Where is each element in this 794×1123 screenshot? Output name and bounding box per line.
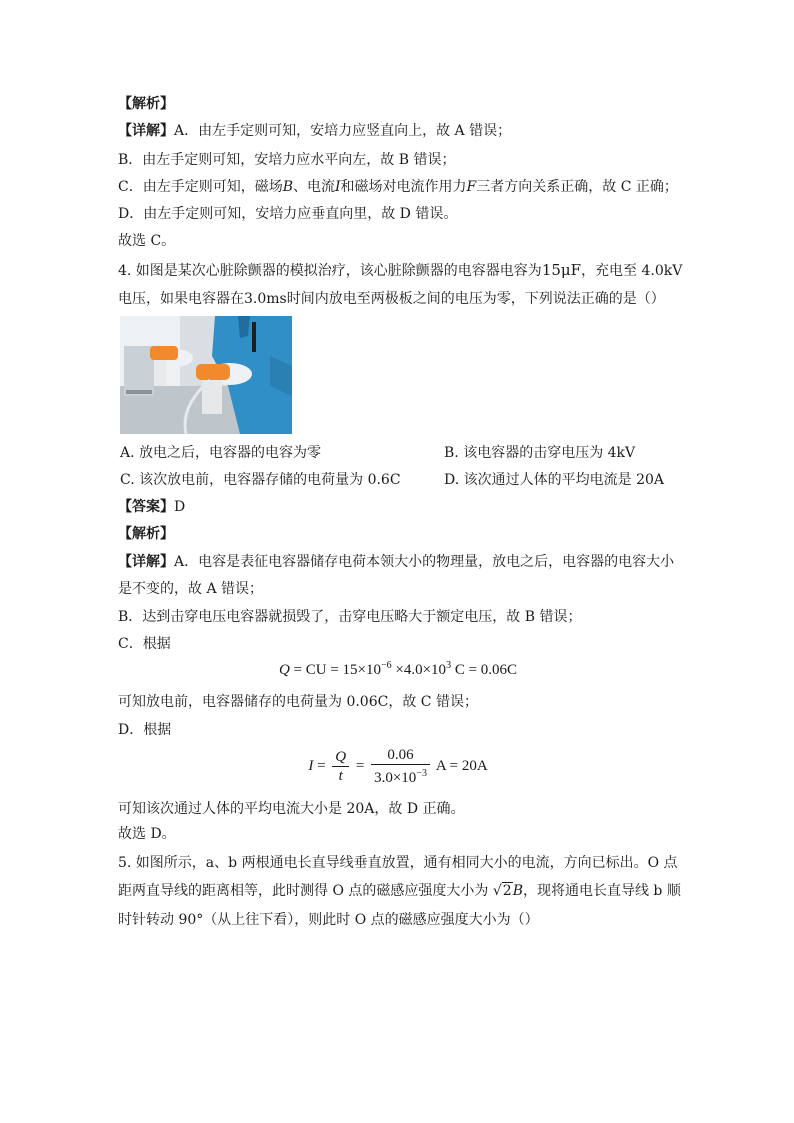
q4-stem-text-2: ，充电至 4.0kV [581, 263, 683, 279]
equation-charge [118, 660, 678, 679]
q4-detail-d: D．根据 [118, 722, 172, 738]
frac1-den: t [338, 768, 343, 784]
q4-detail-c: C．根据 [118, 636, 171, 652]
q5-stem-line-2 [118, 881, 681, 901]
q4-c-conclusion: 可知放电前，电容器储存的电荷量为 0.06C，故 C 错误； [118, 694, 478, 710]
q3-detail-b: B．由左手定则可知，安培力应水平向左，故 B 错误； [118, 152, 456, 168]
option-a[interactable]: A. 放电之后，电容器的电容为零 [120, 445, 322, 461]
time-value: 3.0ms [244, 291, 287, 307]
eq1-lhs: Q [278, 662, 290, 678]
frac2-num: 0.06 [371, 746, 430, 765]
q4-d-conclusion: 可知该次通过人体的平均电流大小是 20A，故 D 正确。 [118, 801, 465, 817]
q3-detail-a [118, 121, 678, 141]
symbol-b: B [512, 883, 523, 899]
frac2-den [371, 765, 430, 787]
q4-stem-text-1: 4. 如图是某次心脏除颤器的模拟治疗，该心脏除颤器的电容器电容为 [118, 263, 542, 279]
defibrillator-photo [120, 316, 292, 434]
q4-stem-text-3: 电压，如果电容器在 [118, 291, 244, 307]
eq1-exp2: 3 [446, 660, 452, 671]
equation-current: I = $\frac{Q}{t}$ = $\frac{0.06}{3.0\times 10^{-3}}$ A = 20A [308, 747, 488, 786]
eq1-exp1: −6 [381, 660, 392, 671]
frac2-den-base: 3.0×10 [374, 770, 417, 786]
symbol-i: I [335, 179, 341, 195]
q4-detail-a-text: A．电容是表征电容器储存电荷本领大小的物理量，放电之后，电容器的电容大小 [174, 554, 675, 570]
q3-conclusion: 故选 C。 [118, 233, 176, 249]
q4-stem-line-2 [118, 289, 678, 309]
q4-stem-text-4: 时间内放电至两极板之间的电压为零，下列说法正确的是（） [286, 291, 665, 307]
q4-detail-a-line-2: 是不变的，故 A 错误； [118, 581, 264, 597]
q4-final-answer: 故选 D。 [118, 826, 176, 842]
symbol-b: B [282, 179, 294, 195]
frac2-den-exp: −3 [416, 768, 427, 779]
q3-c-text-4: 三者方向关系正确，故 C 正确； [476, 179, 678, 195]
capacitance-value: 15μF [541, 261, 582, 279]
sqrt-expression: √2B [492, 883, 523, 899]
eq1-mid: = CU = 15×10 [289, 662, 381, 678]
q4-answer [118, 497, 678, 517]
frac1-num: Q [332, 748, 349, 767]
eq1-rhs: C = 0.06C [451, 662, 518, 678]
q4-analysis-heading: 【解析】 [118, 526, 174, 542]
q4-stem-line-1 [118, 260, 683, 281]
option-d[interactable]: D. 该次通过人体的平均电流是 20A [444, 472, 665, 488]
symbol-f: F [466, 179, 477, 195]
q3-analysis-heading: 【解析】 [118, 96, 174, 112]
detail-tag: 【详解】 [118, 554, 174, 570]
q5-stem-line-3: 时针转动 90°（从上往下看），则此时 O 点的磁感应强度大小为（） [118, 912, 539, 928]
eq2-rhs: A = 20A [432, 757, 488, 774]
eq2-lhs: I [308, 757, 314, 774]
answer-value: D [174, 499, 186, 515]
option-c[interactable]: C. 该次放电前，电容器存储的电荷量为 0.6C [120, 472, 401, 488]
defibrillator-illustration [120, 316, 292, 434]
q3-detail-c [118, 177, 678, 197]
q5-stem-text-2: ，现将通电长直导线 b 顺 [522, 883, 681, 899]
fraction-values [371, 746, 430, 787]
fraction-q-over-t [332, 748, 349, 785]
q4-detail-a-line-1 [118, 552, 678, 572]
q3-c-text-2: 、电流 [293, 179, 336, 195]
q3-detail-a-text: A．由左手定则可知，安培力应竖直向上，故 A 错误； [174, 123, 512, 139]
q3-detail-d: D．由左手定则可知，安培力应垂直向里，故 D 错误。 [118, 206, 458, 222]
eq1-mid2: ×4.0×10 [391, 662, 447, 678]
q3-c-text-1: C．由左手定则可知，磁场 [118, 179, 283, 195]
sqrt-radicand: 2 [502, 883, 512, 899]
q5-stem-line-1: 5. 如图所示，a、b 两根通电长直导线垂直放置，通有相同大小的电流，方向已标出。O 点 [118, 855, 678, 871]
option-b[interactable]: B. 该电容器的击穿电压为 4kV [444, 445, 636, 461]
answer-tag: 【答案】 [118, 499, 174, 515]
detail-tag: 【详解】 [118, 123, 174, 139]
q5-stem-text-1: 距两直导线的距离相等，此时测得 O 点的磁感应强度大小为 [118, 883, 489, 899]
q4-detail-b: B．达到击穿电压电容器就损毁了，击穿电压略大于额定电压，故 B 错误； [118, 609, 582, 625]
q3-c-text-3: 和磁场对电流作用力 [340, 179, 467, 195]
